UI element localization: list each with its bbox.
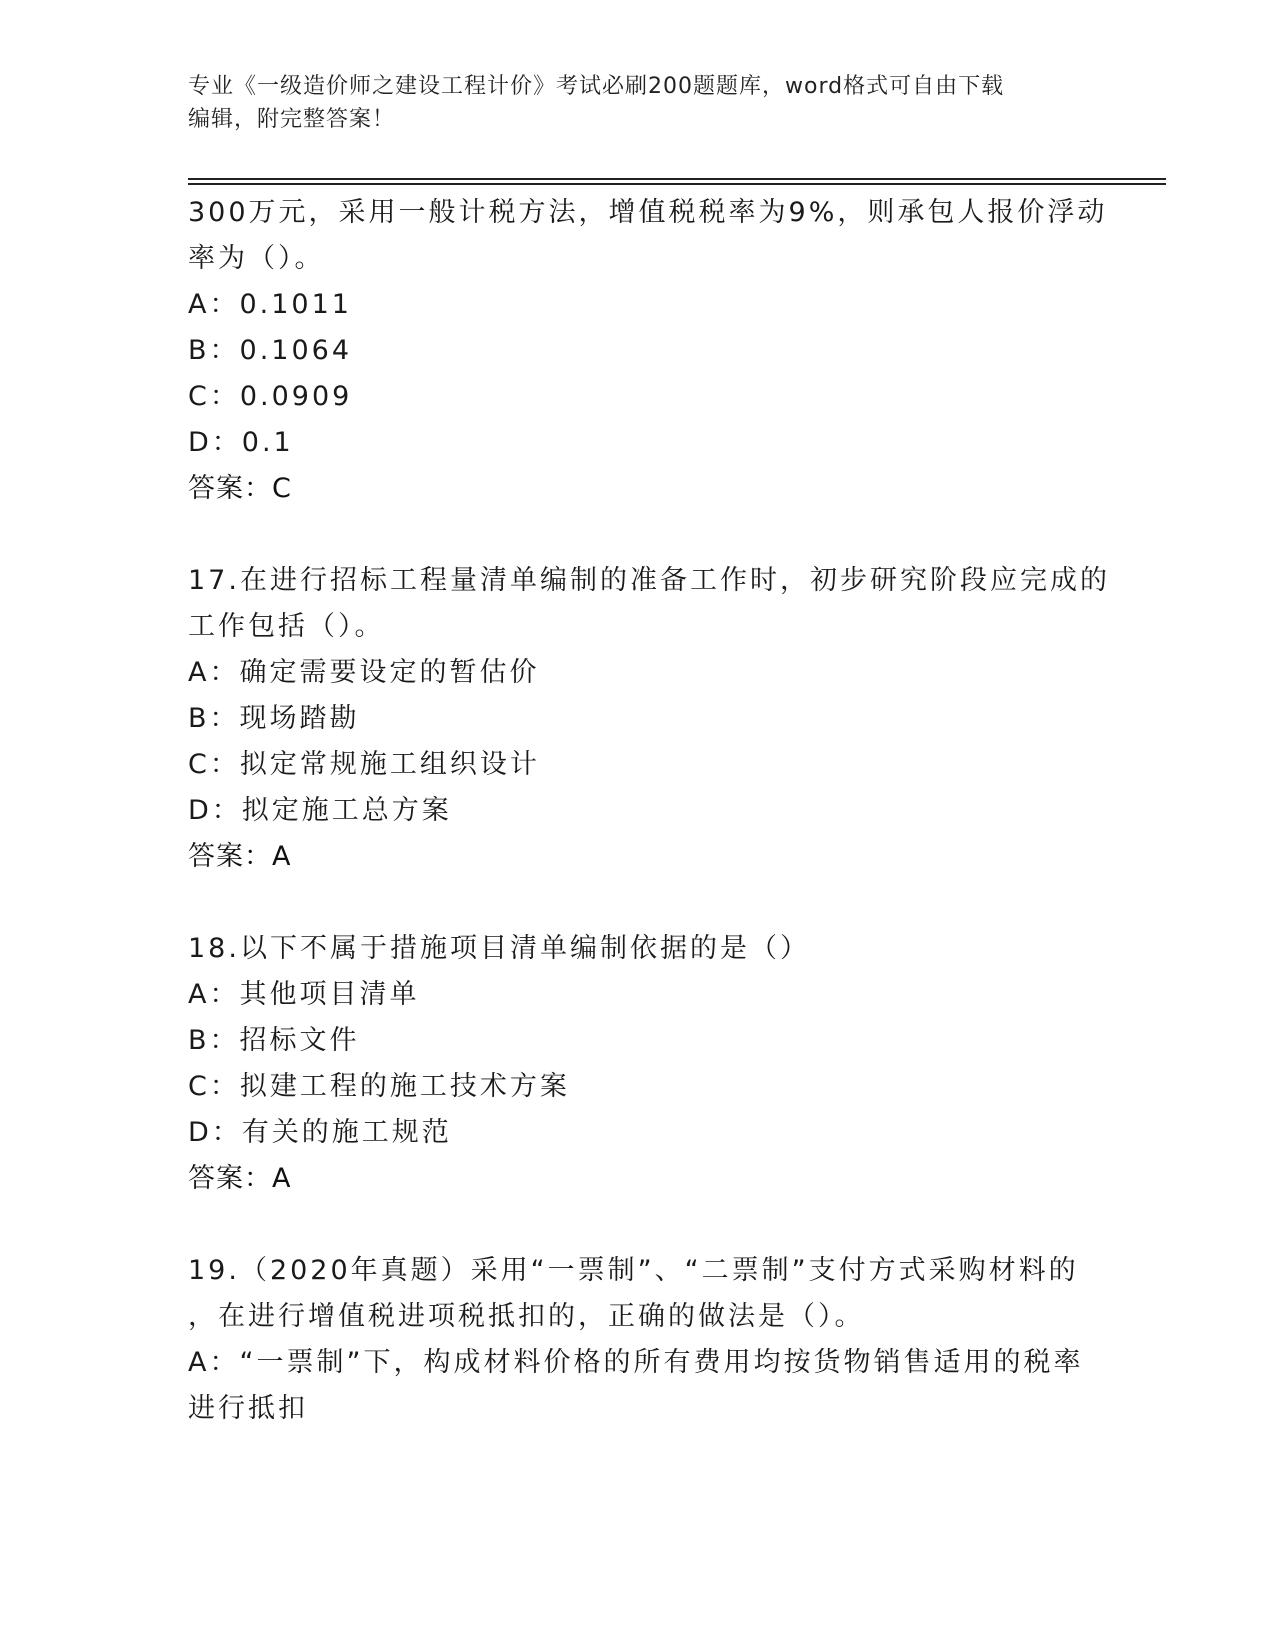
option-a: A：0.1011: [188, 289, 352, 320]
option-c: C：拟定常规施工组织设计: [188, 749, 540, 780]
question-16: [188, 190, 1188, 512]
option-d: D：有关的施工规范: [188, 1117, 452, 1148]
question-17: [188, 558, 1188, 880]
question-stem-line: 19.（2020年真题）采用“一票制”、“二票制”支付方式采购材料的: [188, 1255, 1079, 1286]
option-c: C：拟建工程的施工技术方案: [188, 1071, 570, 1102]
option-b: B：现场踏勘: [188, 703, 360, 734]
question-list: [188, 190, 1188, 1432]
option-b: B：招标文件: [188, 1025, 360, 1056]
question-18: [188, 926, 1188, 1202]
spacer: [188, 880, 1188, 926]
question-stem-line: 18.以下不属于措施项目清单编制依据的是（）: [188, 933, 810, 964]
option-b: B：0.1064: [188, 335, 352, 366]
option-c: C：0.0909: [188, 381, 353, 412]
question-19: [188, 1248, 1188, 1432]
option-d: D：0.1: [188, 427, 294, 458]
option-d: D：拟定施工总方案: [188, 795, 452, 826]
option-a: A：“一票制”下，构成材料价格的所有费用均按货物销售适用的税率: [188, 1347, 1084, 1378]
question-stem-line: 工作包括（）。: [188, 611, 385, 642]
header-line-1: 专业《一级造价师之建设工程计价》考试必刷200题题库，word格式可自由下载: [188, 74, 1005, 99]
header-line-2: 编辑，附完整答案！: [188, 107, 396, 132]
answer-label: 答案：C: [188, 473, 292, 504]
spacer: [188, 1202, 1188, 1248]
spacer: [188, 512, 1188, 558]
question-stem-line: ，在进行增值税进项税抵扣的，正确的做法是（）。: [188, 1301, 865, 1332]
header-divider-top: [188, 178, 1166, 180]
header-divider-bottom: [188, 183, 1166, 185]
option-a-continued: 进行抵扣: [188, 1393, 308, 1424]
question-stem-line: 率为（）。: [188, 243, 325, 274]
question-stem-line: 17.在进行招标工程量清单编制的准备工作时，初步研究阶段应完成的: [188, 565, 1110, 596]
question-stem-line: 300万元，采用一般计税方法，增值税税率为9%，则承包人报价浮动: [188, 197, 1108, 228]
document-header: [188, 70, 1088, 136]
option-a: A：确定需要设定的暂估价: [188, 657, 540, 688]
option-a: A：其他项目清单: [188, 979, 420, 1010]
answer-label: 答案：A: [188, 841, 292, 872]
answer-label: 答案：A: [188, 1163, 292, 1194]
